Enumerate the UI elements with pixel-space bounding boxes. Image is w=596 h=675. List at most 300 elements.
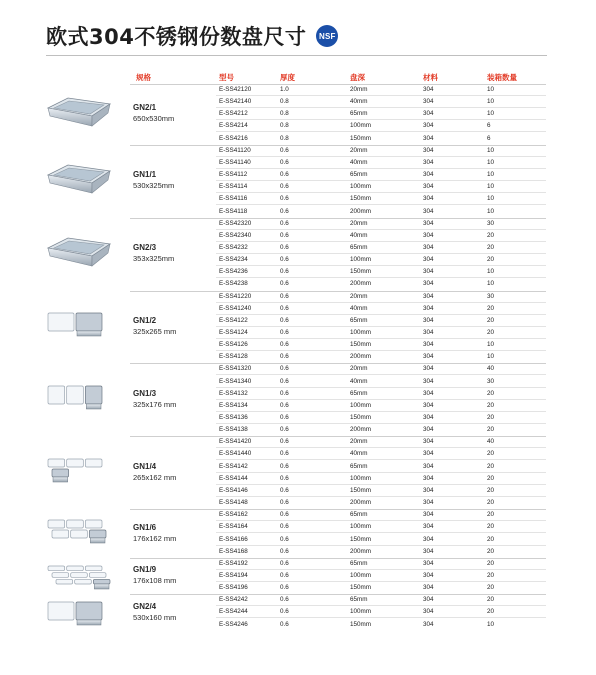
- cell-model: E-SS42320: [219, 219, 252, 227]
- cell-material: 304: [423, 401, 434, 409]
- cell-model: E-SS4162: [219, 511, 248, 519]
- header-depth: 盘深: [350, 73, 365, 82]
- cell-thickness: 0.6: [280, 486, 289, 494]
- page-title: 欧式304不锈钢份数盘尺寸: [46, 25, 307, 49]
- table-row: [0, 169, 596, 181]
- cell-model: E-SS42340: [219, 231, 252, 239]
- table-row: [0, 303, 596, 315]
- cell-qty: 20: [487, 256, 495, 264]
- cell-model: E-SS4138: [219, 426, 248, 434]
- cell-model: E-SS4148: [219, 499, 248, 507]
- cell-thickness: 0.6: [280, 365, 289, 373]
- cell-thickness: 0.6: [280, 389, 289, 397]
- cell-material: 304: [423, 328, 434, 336]
- cell-material: 304: [423, 499, 434, 507]
- cell-model: E-SS4214: [219, 122, 248, 130]
- cell-depth: 65mm: [350, 316, 368, 324]
- cell-model: E-SS4196: [219, 584, 248, 592]
- table-row: [0, 497, 596, 509]
- table-row: [0, 327, 596, 339]
- group-name: GN1/4: [133, 461, 157, 471]
- cell-model: E-SS4166: [219, 535, 248, 543]
- table-row: [0, 108, 596, 120]
- cell-thickness: 0.6: [280, 316, 289, 324]
- cell-qty: 20: [487, 426, 495, 434]
- cell-thickness: 0.6: [280, 280, 289, 288]
- cell-thickness: 0.6: [280, 268, 289, 276]
- table-row: [0, 619, 596, 631]
- cell-material: 304: [423, 620, 434, 628]
- cell-thickness: 0.6: [280, 474, 289, 482]
- cell-model: E-SS4116: [219, 195, 248, 203]
- spec-group: [0, 218, 596, 291]
- cell-qty: 10: [487, 183, 495, 191]
- table-row: [0, 509, 596, 521]
- table-row: [0, 473, 596, 485]
- cell-qty: 20: [487, 450, 495, 458]
- table-row: [0, 181, 596, 193]
- cell-qty: 20: [487, 486, 495, 494]
- cell-model: E-SS4246: [219, 620, 248, 628]
- cell-qty: 30: [487, 377, 495, 385]
- title-divider: [46, 55, 547, 56]
- table-row: [0, 206, 596, 218]
- cell-qty: 20: [487, 584, 495, 592]
- group-name: GN1/3: [133, 388, 157, 398]
- cell-thickness: 0.6: [280, 256, 289, 264]
- cell-depth: 65mm: [350, 559, 368, 567]
- cell-qty: 30: [487, 219, 495, 227]
- table-row: [0, 230, 596, 242]
- cell-qty: 6: [487, 122, 491, 130]
- spec-group: [0, 558, 596, 594]
- group-name: GN1/6: [133, 522, 157, 532]
- cell-depth: 40mm: [350, 304, 368, 312]
- cell-thickness: 0.6: [280, 328, 289, 336]
- cell-material: 304: [423, 110, 434, 118]
- cell-qty: 20: [487, 414, 495, 422]
- cell-thickness: 0.6: [280, 158, 289, 166]
- group-size: 530x325mm: [133, 181, 175, 191]
- cell-material: 304: [423, 292, 434, 300]
- cell-thickness: 0.6: [280, 304, 289, 312]
- table-row: [0, 254, 596, 266]
- cell-depth: 200mm: [350, 353, 371, 361]
- cell-model: E-SS4144: [219, 474, 248, 482]
- header-qty: 装箱数量: [487, 73, 517, 82]
- cell-model: E-SS4124: [219, 328, 248, 336]
- cell-thickness: 0.6: [280, 207, 289, 215]
- cell-model: E-SS4168: [219, 547, 248, 555]
- cell-material: 304: [423, 207, 434, 215]
- cell-model: E-SS4112: [219, 171, 248, 179]
- cell-qty: 20: [487, 243, 495, 251]
- table-row: [0, 84, 596, 96]
- cell-model: E-SS41420: [219, 438, 252, 446]
- cell-thickness: 0.6: [280, 341, 289, 349]
- table-row: [0, 363, 596, 375]
- header-material: 材料: [423, 73, 438, 82]
- table-row: [0, 278, 596, 290]
- cell-model: E-SS41220: [219, 292, 252, 300]
- cell-depth: 100mm: [350, 183, 371, 191]
- cell-model: E-SS4216: [219, 134, 248, 142]
- header-thickness: 厚度: [280, 73, 295, 82]
- table-row: [0, 193, 596, 205]
- group-name: GN1/9: [133, 565, 157, 575]
- cell-material: 304: [423, 146, 434, 154]
- cell-material: 304: [423, 122, 434, 130]
- cell-material: 304: [423, 389, 434, 397]
- cell-model: E-SS41320: [219, 365, 252, 373]
- cell-model: E-SS41340: [219, 377, 252, 385]
- cell-material: 304: [423, 341, 434, 349]
- cell-model: E-SS4132: [219, 389, 248, 397]
- cell-depth: 65mm: [350, 171, 368, 179]
- cell-qty: 6: [487, 134, 491, 142]
- cell-thickness: 0.6: [280, 559, 289, 567]
- cell-depth: 20mm: [350, 86, 368, 93]
- cell-material: 304: [423, 158, 434, 166]
- cell-qty: 10: [487, 146, 495, 154]
- table-row: [0, 351, 596, 363]
- group-name: GN2/4: [133, 601, 157, 611]
- cell-qty: 20: [487, 389, 495, 397]
- table-row: [0, 400, 596, 412]
- cell-material: 304: [423, 571, 434, 579]
- cell-model: E-SS4232: [219, 243, 248, 251]
- table-row: [0, 376, 596, 388]
- cell-depth: 20mm: [350, 438, 368, 446]
- table-row: [0, 96, 596, 108]
- cell-material: 304: [423, 243, 434, 251]
- header-model: 型号: [219, 73, 234, 82]
- cell-thickness: 0.8: [280, 98, 289, 106]
- cell-qty: 10: [487, 98, 495, 106]
- table-header: [0, 72, 596, 84]
- cell-model: E-SS4212: [219, 110, 248, 118]
- cell-depth: 65mm: [350, 110, 368, 118]
- cell-depth: 65mm: [350, 462, 368, 470]
- cell-thickness: 0.6: [280, 608, 289, 616]
- cell-depth: 150mm: [350, 341, 371, 349]
- cell-thickness: 0.6: [280, 183, 289, 191]
- cell-material: 304: [423, 195, 434, 203]
- table-row: [0, 218, 596, 230]
- cell-depth: 20mm: [350, 365, 368, 373]
- table-row: [0, 315, 596, 327]
- table-row: [0, 120, 596, 132]
- cell-material: 304: [423, 608, 434, 616]
- cell-depth: 150mm: [350, 620, 371, 628]
- cell-thickness: 0.6: [280, 243, 289, 251]
- group-name: GN2/3: [133, 243, 157, 253]
- cell-thickness: 0.6: [280, 620, 289, 628]
- table-row: [0, 534, 596, 546]
- cell-qty: 20: [487, 316, 495, 324]
- cell-depth: 200mm: [350, 280, 371, 288]
- table-row: [0, 291, 596, 303]
- cell-model: E-SS41440: [219, 450, 252, 458]
- table-row: [0, 412, 596, 424]
- cell-qty: 10: [487, 110, 495, 118]
- cell-model: E-SS42120: [219, 86, 252, 93]
- cell-model: E-SS4136: [219, 414, 248, 422]
- cell-depth: 150mm: [350, 535, 371, 543]
- cell-material: 304: [423, 98, 434, 106]
- table-row: [0, 424, 596, 436]
- cell-thickness: 0.6: [280, 571, 289, 579]
- table-row: [0, 546, 596, 558]
- cell-depth: 200mm: [350, 426, 371, 434]
- cell-model: E-SS42140: [219, 98, 252, 106]
- spec-group: [0, 145, 596, 218]
- cell-thickness: 0.6: [280, 292, 289, 300]
- cell-model: E-SS4128: [219, 353, 248, 361]
- cell-material: 304: [423, 584, 434, 592]
- cell-material: 304: [423, 365, 434, 373]
- cell-model: E-SS41120: [219, 146, 251, 154]
- table-row: [0, 606, 596, 618]
- cell-material: 304: [423, 304, 434, 312]
- cell-depth: 100mm: [350, 122, 371, 130]
- cell-depth: 20mm: [350, 146, 368, 154]
- cell-material: 304: [423, 280, 434, 288]
- cell-qty: 20: [487, 571, 495, 579]
- cell-depth: 100mm: [350, 608, 371, 616]
- cell-thickness: 0.6: [280, 426, 289, 434]
- cell-thickness: 0.6: [280, 547, 289, 555]
- cell-material: 304: [423, 353, 434, 361]
- cell-material: 304: [423, 547, 434, 555]
- cell-thickness: 0.8: [280, 134, 289, 142]
- cell-thickness: 0.6: [280, 450, 289, 458]
- cell-material: 304: [423, 511, 434, 519]
- cell-qty: 10: [487, 620, 495, 628]
- cell-material: 304: [423, 438, 434, 446]
- cell-material: 304: [423, 414, 434, 422]
- cell-qty: 20: [487, 328, 495, 336]
- cell-qty: 10: [487, 207, 495, 215]
- cell-model: E-SS4114: [219, 183, 248, 191]
- group-size: 176x108 mm: [133, 576, 177, 586]
- cell-depth: 65mm: [350, 596, 368, 604]
- cell-depth: 40mm: [350, 231, 368, 239]
- cell-depth: 40mm: [350, 98, 368, 106]
- table-row: [0, 436, 596, 448]
- spec-group: [0, 436, 596, 509]
- group-size: 176x162 mm: [133, 533, 177, 543]
- cell-depth: 40mm: [350, 377, 368, 385]
- table-row: [0, 448, 596, 460]
- spec-group: [0, 509, 596, 558]
- cell-depth: 100mm: [350, 328, 371, 336]
- cell-qty: 40: [487, 438, 495, 446]
- cell-depth: 20mm: [350, 219, 368, 227]
- cell-qty: 10: [487, 268, 495, 276]
- cell-thickness: 0.6: [280, 535, 289, 543]
- group-size: 325x265 mm: [133, 326, 177, 336]
- cell-qty: 10: [487, 195, 495, 203]
- cell-thickness: 0.8: [280, 110, 289, 118]
- cell-depth: 200mm: [350, 547, 371, 555]
- cell-material: 304: [423, 316, 434, 324]
- cell-material: 304: [423, 134, 434, 142]
- cell-depth: 100mm: [350, 401, 371, 409]
- cell-thickness: 0.6: [280, 377, 289, 385]
- cell-material: 304: [423, 183, 434, 191]
- group-size: 650x530mm: [133, 114, 175, 124]
- group-size: 265x162 mm: [133, 472, 177, 482]
- table-row: [0, 339, 596, 351]
- cell-material: 304: [423, 523, 434, 531]
- cell-qty: 40: [487, 365, 495, 373]
- cell-model: E-SS4164: [219, 523, 248, 531]
- spec-group: [0, 594, 596, 630]
- cell-model: E-SS4122: [219, 316, 248, 324]
- table-row: [0, 266, 596, 278]
- cell-qty: 20: [487, 462, 495, 470]
- cell-material: 304: [423, 86, 434, 93]
- cell-material: 304: [423, 559, 434, 567]
- cell-material: 304: [423, 219, 434, 227]
- cell-thickness: 0.6: [280, 219, 289, 227]
- cell-depth: 200mm: [350, 499, 371, 507]
- cell-model: E-SS4194: [219, 571, 248, 579]
- table-row: [0, 145, 596, 157]
- cell-qty: 10: [487, 280, 495, 288]
- spec-group: [0, 291, 596, 364]
- group-size: 530x160 mm: [133, 612, 177, 622]
- cell-material: 304: [423, 535, 434, 543]
- title-area: [46, 21, 338, 51]
- cell-depth: 100mm: [350, 256, 371, 264]
- table-row: [0, 485, 596, 497]
- cell-thickness: 0.6: [280, 414, 289, 422]
- cell-qty: 10: [487, 158, 495, 166]
- group-name: GN1/2: [133, 315, 157, 325]
- cell-qty: 20: [487, 304, 495, 312]
- cell-model: E-SS4242: [219, 596, 248, 604]
- cell-material: 304: [423, 462, 434, 470]
- cell-thickness: 0.6: [280, 438, 289, 446]
- header-spec: 规格: [136, 73, 151, 82]
- cell-qty: 10: [487, 86, 495, 93]
- cell-model: E-SS4134: [219, 401, 248, 409]
- table-row: [0, 388, 596, 400]
- cell-qty: 20: [487, 608, 495, 616]
- table-row: [0, 133, 596, 145]
- cell-material: 304: [423, 171, 434, 179]
- cell-thickness: 0.6: [280, 511, 289, 519]
- cell-qty: 20: [487, 559, 495, 567]
- cell-depth: 100mm: [350, 571, 371, 579]
- cell-qty: 20: [487, 523, 495, 531]
- table-row: [0, 521, 596, 533]
- cell-qty: 10: [487, 171, 495, 179]
- cell-thickness: 0.6: [280, 523, 289, 531]
- spec-group: [0, 363, 596, 436]
- cell-material: 304: [423, 268, 434, 276]
- cell-depth: 150mm: [350, 268, 371, 276]
- cell-material: 304: [423, 596, 434, 604]
- cell-qty: 10: [487, 341, 495, 349]
- cell-thickness: 0.6: [280, 146, 289, 154]
- table-row: [0, 558, 596, 570]
- cell-model: E-SS4146: [219, 486, 248, 494]
- cell-depth: 150mm: [350, 414, 371, 422]
- cell-model: E-SS41240: [219, 304, 252, 312]
- cell-depth: 40mm: [350, 158, 368, 166]
- table-row: [0, 461, 596, 473]
- cell-qty: 10: [487, 353, 495, 361]
- table-row: [0, 570, 596, 582]
- cell-depth: 65mm: [350, 511, 368, 519]
- cell-model: E-SS4236: [219, 268, 248, 276]
- cell-depth: 20mm: [350, 292, 368, 300]
- cell-model: E-SS4234: [219, 256, 248, 264]
- cell-thickness: 0.6: [280, 462, 289, 470]
- cell-model: E-SS41140: [219, 158, 251, 166]
- cell-depth: 150mm: [350, 486, 371, 494]
- cell-depth: 100mm: [350, 523, 371, 531]
- cell-model: E-SS4118: [219, 207, 248, 215]
- cell-material: 304: [423, 377, 434, 385]
- cell-model: E-SS4142: [219, 462, 248, 470]
- cell-thickness: 0.6: [280, 195, 289, 203]
- cell-thickness: 0.6: [280, 499, 289, 507]
- cell-depth: 65mm: [350, 243, 368, 251]
- cell-qty: 20: [487, 547, 495, 555]
- cell-thickness: 0.6: [280, 231, 289, 239]
- cell-thickness: 0.6: [280, 584, 289, 592]
- cell-qty: 20: [487, 511, 495, 519]
- cell-depth: 150mm: [350, 134, 371, 142]
- cell-thickness: 0.8: [280, 122, 289, 130]
- group-name: GN2/1: [133, 103, 157, 113]
- cell-qty: 20: [487, 596, 495, 604]
- table-row: [0, 157, 596, 169]
- cell-depth: 150mm: [350, 195, 371, 203]
- spec-group: [0, 84, 596, 145]
- cell-depth: 100mm: [350, 474, 371, 482]
- cell-material: 304: [423, 474, 434, 482]
- cell-model: E-SS4244: [219, 608, 248, 616]
- cell-thickness: 0.6: [280, 401, 289, 409]
- cell-qty: 20: [487, 474, 495, 482]
- cell-depth: 65mm: [350, 389, 368, 397]
- cell-depth: 40mm: [350, 450, 368, 458]
- cell-material: 304: [423, 426, 434, 434]
- table-row: [0, 582, 596, 594]
- cell-material: 304: [423, 450, 434, 458]
- cell-qty: 20: [487, 401, 495, 409]
- cell-qty: 20: [487, 231, 495, 239]
- cell-model: E-SS4192: [219, 559, 248, 567]
- cell-thickness: 1.0: [280, 86, 289, 93]
- cell-depth: 200mm: [350, 207, 371, 215]
- cell-depth: 150mm: [350, 584, 371, 592]
- cell-thickness: 0.6: [280, 596, 289, 604]
- cell-qty: 30: [487, 292, 495, 300]
- group-name: GN1/1: [133, 170, 157, 180]
- nsf-badge: NSF: [316, 25, 338, 47]
- cell-material: 304: [423, 256, 434, 264]
- group-size: 353x325mm: [133, 254, 175, 264]
- cell-model: E-SS4126: [219, 341, 248, 349]
- cell-model: E-SS4238: [219, 280, 248, 288]
- cell-material: 304: [423, 486, 434, 494]
